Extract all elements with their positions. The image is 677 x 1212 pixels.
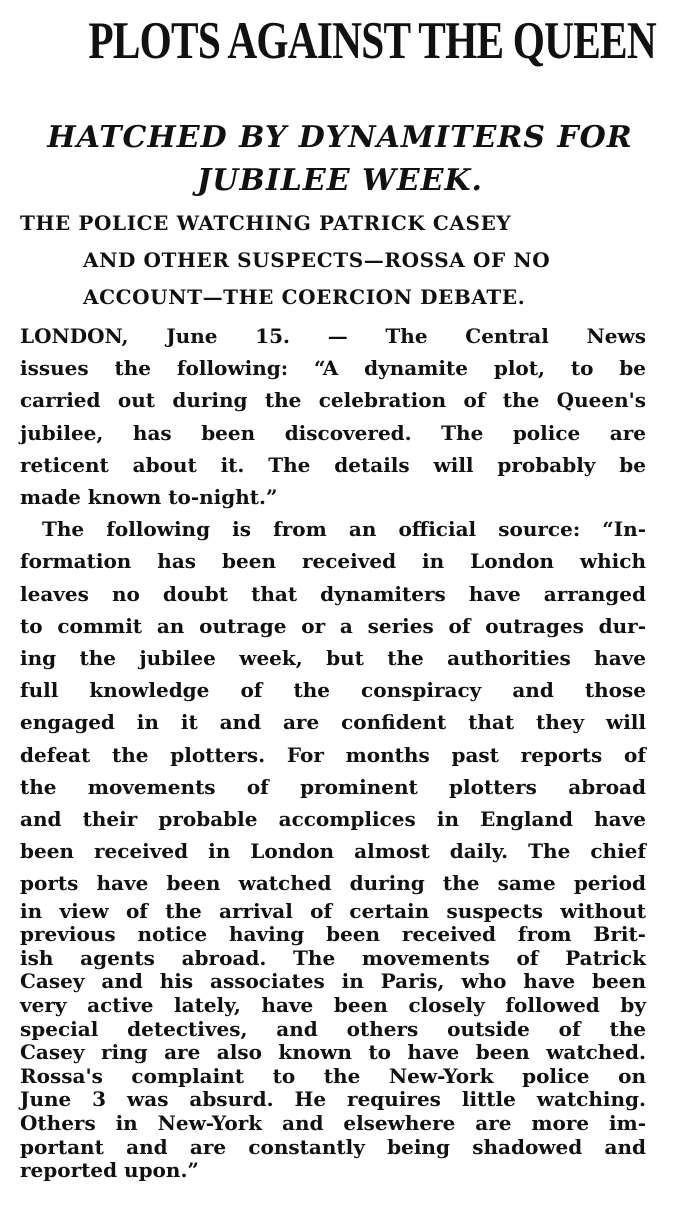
text-line: issues the following: “A dynamite plot, to be bbox=[20, 356, 646, 381]
text-line: reticent about it. The details will probably be bbox=[20, 452, 646, 477]
text-line: Rossa's complaint to the New-York police on bbox=[20, 1063, 646, 1088]
text-line: Casey and his associates in Paris, who have been bbox=[20, 969, 646, 994]
text-line: Others in New-York and elsewhere are more im- bbox=[20, 1111, 646, 1135]
deck bbox=[20, 205, 652, 316]
text-line: in view of the arrival of certain suspects without bbox=[20, 898, 646, 923]
text-line: The following is from an official source: “In- bbox=[42, 517, 646, 542]
compressed-lines bbox=[20, 900, 646, 1183]
text-line: previous notice having been received from Brit- bbox=[20, 922, 646, 947]
paragraph-1 bbox=[20, 320, 646, 513]
text-line: to commit an outrage or a series of outrages dur- bbox=[20, 613, 646, 638]
paragraph-2 bbox=[20, 513, 646, 1183]
text-line: jubilee, has been discovered. The police are bbox=[20, 420, 646, 445]
text-line: been received in London almost daily. The chief bbox=[20, 839, 646, 864]
subheadline: HATCHED BY DYNAMITERS FOR JUBILEE WEEK. bbox=[47, 120, 633, 198]
text-line: engaged in it and are confident that they will bbox=[20, 710, 646, 735]
text-line: defeat the plotters. For months past reports of bbox=[20, 742, 646, 767]
text-line: ing the jubilee week, but the authorities have bbox=[20, 646, 646, 671]
text-line: made known to-night.” bbox=[20, 485, 278, 510]
text-line: leaves no doubt that dynamiters have arranged bbox=[20, 581, 646, 606]
text-line: reported upon.” bbox=[20, 1158, 199, 1183]
text-line: ports have been watched during the same period bbox=[20, 871, 646, 896]
article-body bbox=[20, 320, 646, 1183]
text-line: full knowledge of the conspiracy and those bbox=[20, 678, 646, 703]
text-line: formation has been received in London which bbox=[20, 549, 646, 574]
headline: PLOTS AGAINST THE QUEEN bbox=[88, 12, 656, 70]
deck-line: ACCOUNT—THE COERCION DEBATE. bbox=[83, 285, 526, 309]
text-line: ish agents abroad. The movements of Patrick bbox=[20, 945, 646, 970]
deck-line: THE POLICE WATCHING PATRICK CASEY bbox=[20, 211, 512, 235]
text-line: Casey ring are also known to have been watched. bbox=[20, 1040, 646, 1065]
text-line: LONDON, June 15. — The Central News bbox=[20, 324, 646, 348]
text-line: June 3 was absurd. He requires little watching. bbox=[20, 1087, 646, 1112]
deck-line: AND OTHER SUSPECTS—ROSSA OF NO bbox=[83, 248, 551, 272]
text-line: carried out during the celebration of the Queen's bbox=[20, 388, 646, 413]
text-line: special detectives, and others outside of the bbox=[20, 1016, 646, 1041]
text-line: portant and are constantly being shadowed and bbox=[20, 1134, 646, 1159]
text-line: and their probable accomplices in England have bbox=[20, 807, 646, 832]
text-line: the movements of prominent plotters abroad bbox=[20, 774, 646, 799]
text-line: very active lately, have been closely followed by bbox=[20, 993, 646, 1018]
